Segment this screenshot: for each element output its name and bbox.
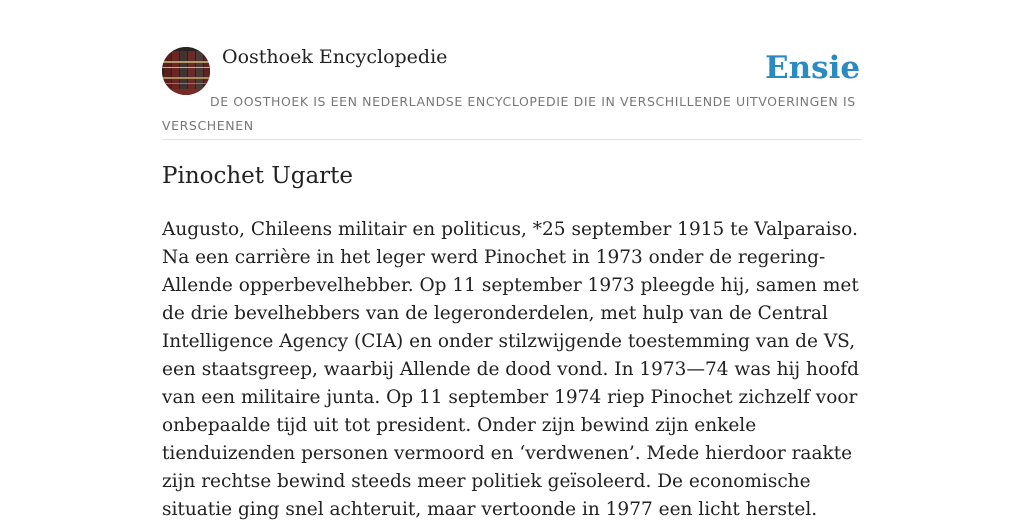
article-title: Pinochet Ugarte [162,163,354,189]
avatar[interactable] [162,47,210,95]
site-tagline: DE OOSTHOEK IS EEN NEDERLANDSE ENCYCLOPEDIE DIE IN VERSCHILLENDE UITVOERINGEN IS VERSCHENEN [162,94,856,133]
article-body: Augusto, Chileens militair en politicus, *25 september 1915 te Valparaiso. Na een carrière in het leger werd Pinochet in 1973 onder de regering-Allende opperbevelhebber. Op 11 september 1973 pleegde hij, samen met de drie bevelhebbers van de legeronderdelen, met hulp van de Central Intelligence Agency (CIA) en onder stilzwijgende toestemming van de VS, een staatsgreep, waarbij Allende de dood vond. In 1973—74 was hij hoofd van een militaire junta. Op 11 september 1974 riep Pinochet zichzelf voor onbepaalde tijd uit tot president. Onder zijn bewind zijn enkele tienduizenden personen vermoord en ‘verdwenen’. Mede hierdoor raakte zijn rechtse bewind steeds meer politiek geïsoleerd. De economische situatie ging snel achteruit, maar vertoonde in 1977 een licht herstel. [162,219,859,520]
site-name-link[interactable]: Oosthoek Encyclopedie [222,46,448,68]
brand-logo-link[interactable]: Ensie [765,50,861,86]
encyclopedia-books-icon [162,47,210,95]
header-divider [162,139,862,140]
